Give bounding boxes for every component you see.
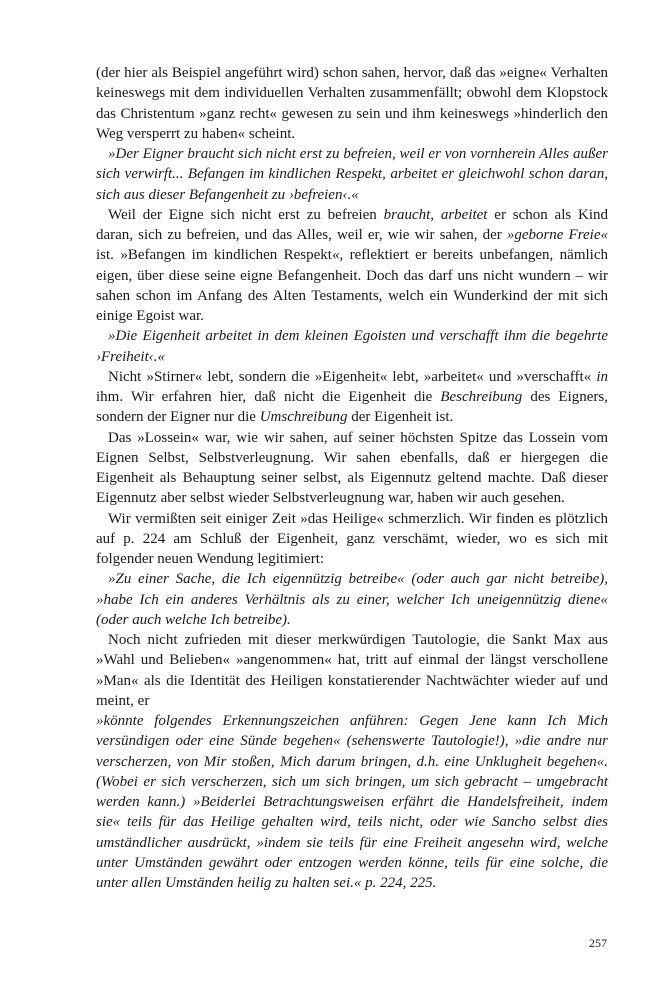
- italic-text: Umschreibung: [259, 409, 348, 426]
- paragraph: [96, 630, 608, 711]
- text-segment: Wir vermißten seit einiger Zeit »das Heilige« schmerzlich. Wir finden es plötzlich auf p. 224 am Schluß der Eigenheit, ganz verschämt, wieder, wo es sich mit folgender neuen Wendung legitimiert:: [96, 510, 608, 567]
- italic-text: »Zu einer Sache, die Ich eigennützig betreibe« (oder auch gar nicht betreibe), »habe Ich ein anderes Verhältnis als zu einer, welcher Ich uneigennützig diene« (oder auch welche Ich betreibe).: [96, 571, 608, 628]
- italic-text: in: [596, 368, 608, 385]
- body-text: [96, 63, 608, 893]
- italic-text: braucht, arbeitet: [383, 206, 488, 223]
- paragraph: [96, 205, 608, 327]
- text-segment: Nicht »Stirner« lebt, sondern die »Eigenheit« lebt, »arbeitet« und »verschafft«: [108, 368, 597, 385]
- paragraph: [96, 509, 608, 570]
- text-segment: der Eigenheit ist.: [347, 409, 454, 426]
- paragraph: [96, 326, 608, 367]
- paragraph: [96, 711, 608, 893]
- paragraph: [96, 428, 608, 509]
- text-segment: er schon als Kind daran, sich zu befreien, und das Alles, weil er, wie wir sahen, der: [96, 206, 608, 243]
- italic-text: »Der Eigner braucht sich nicht erst zu befreien, weil er von vornherein Alles außer sich verwirft... Befangen im kindlichen Respekt, arbeitet er gleichwohl schon daran, sich aus dieser Befangenheit zu ›befreien‹.«: [96, 146, 608, 203]
- paragraph: [96, 569, 608, 630]
- text-segment: Weil der Eigne sich nicht erst zu befreien: [108, 206, 384, 223]
- italic-text: »könnte folgendes Erkennungszeichen anführen: Gegen Jene kann Ich Mich versündigen oder eine Sünde begehen« (sehenswerte Tautologie!), »die andre nur verscherzen, von Mir stoßen, Mich darum bringen, d.h. eine Unklugheit begehen«. (Wobei er sich verscherzen, sich um sich bringen, um sich gebracht – umgebracht werden kann.) »Beiderlei Betrachtungsweisen erfährt die Handelsfreiheit, indem sie« teils für das Heilige gehalten wird, teils nicht, oder wie Sancho selbst dies umständlicher ausdrückt, »indem sie teils für eine Freiheit angesehn wird, welche unter Umständen gewährt oder entzogen werden könne, teils für eine solche, die unter allen Umständen heilig zu halten sei.« p. 224, 225.: [96, 713, 608, 891]
- text-segment: Noch nicht zufrieden mit dieser merkwürdigen Tautologie, die Sankt Max aus »Wahl und Belieben« »angenommen« hat, tritt auf einmal der längst verschollene »Man« als die Identität des Heiligen konstatierender Nachtwächter wieder auf und meint, er: [96, 632, 608, 709]
- text-segment: Das »Lossein« war, wie wir sahen, auf seiner höchsten Spitze das Lossein vom Eignen Selbst, Selbstverleugnung. Wir sahen ebenfalls, daß er hiergegen die Eigenheit als Behauptung seiner selbst, als Eigennutz geltend machte. Daß dieser Eigennutz aber selbst wieder Selbstverleugnung war, haben wir auch gesehen.: [96, 429, 608, 507]
- italic-text: »Die Eigenheit arbeitet in dem kleinen Egoisten und verschafft ihm die begehrte ›Freiheit‹.«: [96, 328, 608, 365]
- paragraph: [96, 144, 608, 205]
- italic-text: »geborne Freie«: [506, 227, 608, 243]
- text-segment: ist. »Befangen im kindlichen Respekt«, reflektiert er bereits unbefangen, nämlich eigen, über diese seine eigne Befangenheit. Doch das darf uns nicht wundern – wir sahen schon im Anfang des Alten Testaments, welch ein Wunderkind der mit sich einige Egoist war.: [96, 247, 608, 324]
- page-number: 257: [589, 936, 607, 950]
- italic-text: Beschreibung: [440, 389, 523, 405]
- paragraph: [96, 367, 608, 428]
- paragraph: [96, 63, 608, 144]
- text-segment: des Eigners, sondern der Eigner nur die: [96, 389, 608, 426]
- text-segment: ihm. Wir erfahren hier, daß nicht die Eigenheit die: [96, 389, 441, 405]
- text-segment: (der hier als Beispiel angeführt wird) schon sahen, hervor, daß das »eigne« Verhalten keineswegs mit dem individuellen Verhalten zusammenfällt; obwohl dem Klopstock das Christentum »ganz recht« gewesen zu sein und ihm keineswegs »hinderlich den Weg versperrt zu haben« scheint.: [96, 65, 608, 142]
